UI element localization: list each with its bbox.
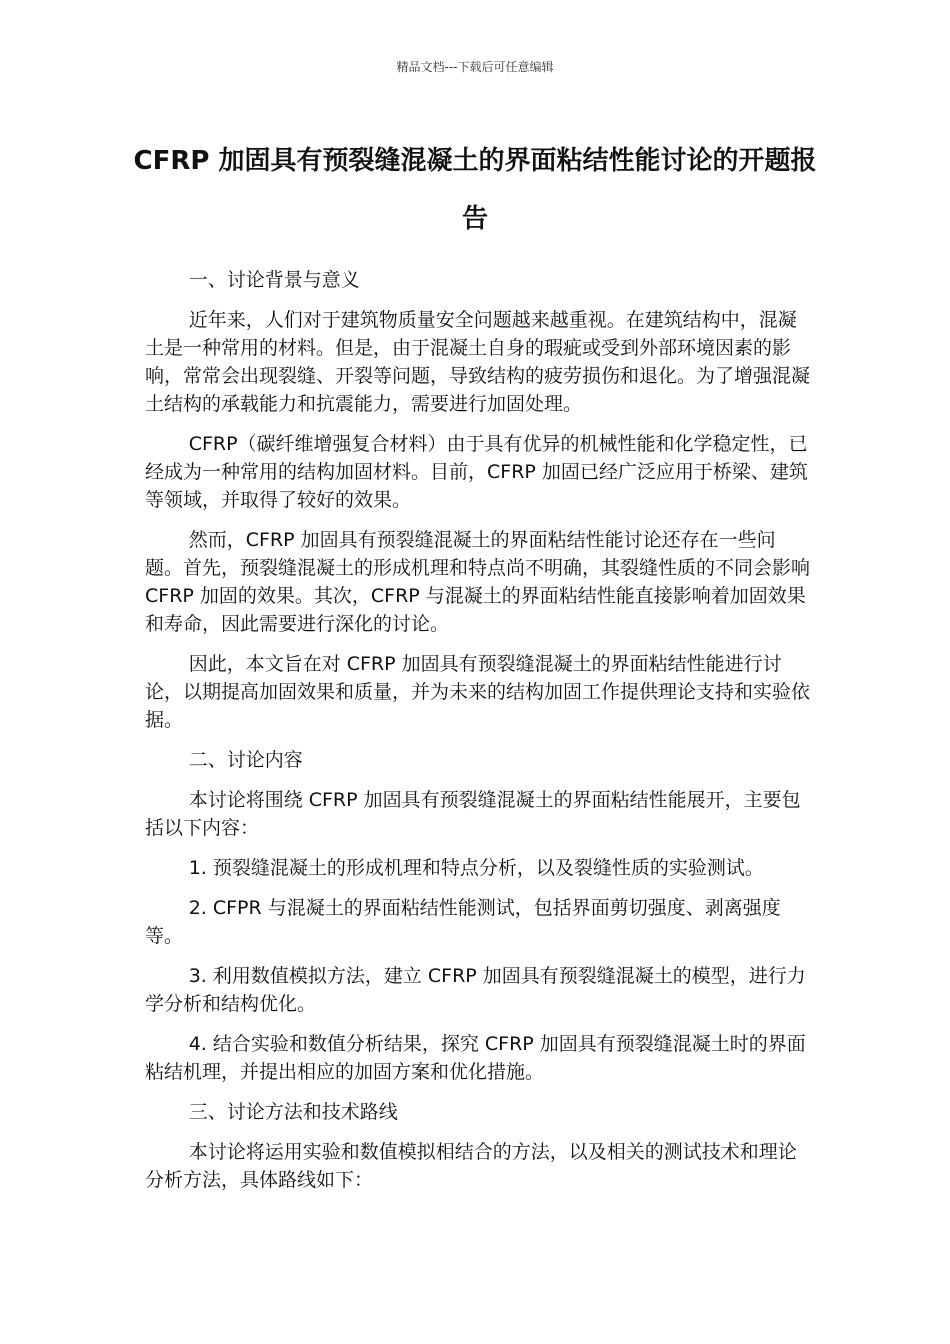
list-item-content-3: 3. 利用数值模拟方法，建立 CFRP 加固具有预裂缝混凝土的模型，进行力学分析和结构优化。: [145, 965, 806, 1015]
section-heading-methods: 三、讨论方法和技术路线: [188, 1101, 398, 1123]
list-item-content-4: 4. 结合实验和数值分析结果，探究 CFRP 加固具有预裂缝混凝土时的界面粘结机理，并提出相应的加固方案和优化措施。: [145, 1033, 806, 1083]
section-heading-background: 一、讨论背景与意义: [188, 269, 360, 291]
paragraph-methods-intro: 本讨论将运用实验和数值模拟相结合的方法，以及相关的测试技术和理论分析方法，具体路线如下：: [145, 1141, 797, 1191]
paragraph-background-1: 近年来，人们对于建筑物质量安全问题越来越重视。在建筑结构中，混凝土是一种常用的材料。但是，由于混凝土自身的瑕疵或受到外部环境因素的影响，常常会出现裂缝、开裂等问题，导致结构的疲劳损伤和退化。为了增强混凝土结构的承载能力和抗震能力，需要进行加固处理。: [145, 309, 811, 415]
document-title: CFRP 加固具有预裂缝混凝土的界面粘结性能讨论的开题报告: [133, 146, 817, 234]
list-item-content-2: 2. CFPR 与混凝土的界面粘结性能测试，包括界面剪切强度、剥离强度等。: [145, 897, 781, 947]
section-heading-content: 二、讨论内容: [188, 749, 303, 771]
paragraph-background-4: 因此，本文旨在对 CFRP 加固具有预裂缝混凝土的界面粘结性能进行讨论，以期提高加固效果和质量，并为未来的结构加固工作提供理论支持和实验依据。: [145, 653, 811, 731]
paragraph-content-intro: 本讨论将围绕 CFRP 加固具有预裂缝混凝土的界面粘结性能展开，主要包括以下内容：: [145, 789, 801, 839]
list-item-content-1: 1. 预裂缝混凝土的形成机理和特点分析，以及裂缝性质的实验测试。: [188, 857, 764, 879]
document-body: [145, 266, 810, 1206]
header-note: 精品文档---下载后可任意编辑: [396, 60, 554, 74]
paragraph-background-2: CFRP（碳纤维增强复合材料）由于具有优异的机械性能和化学稳定性，已经成为一种常用的结构加固材料。目前，CFRP 加固已经广泛应用于桥梁、建筑等领域，并取得了较好的效果。: [145, 433, 808, 511]
paragraph-background-3: 然而，CFRP 加固具有预裂缝混凝土的界面粘结性能讨论还存在一些问题。首先，预裂缝混凝土的形成机理和特点尚不明确，其裂缝性质的不同会影响 CFRP 加固的效果。其次，CFRP 与混凝土的界面粘结性能直接影响着加固效果和寿命，因此需要进行深化的讨论。: [145, 529, 811, 635]
